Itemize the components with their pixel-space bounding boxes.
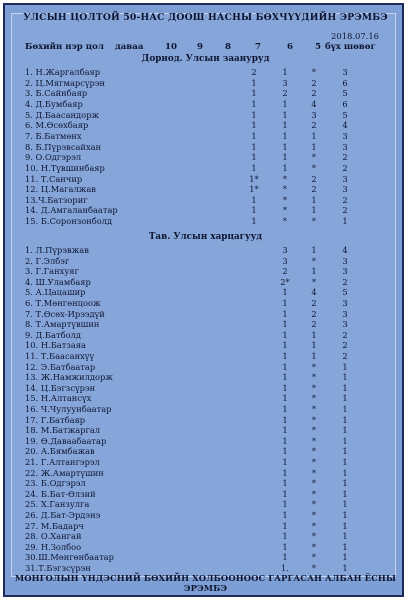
table-row	[5, 184, 404, 194]
count-cell-6: *	[282, 205, 288, 216]
count-cell-6: 1	[282, 467, 288, 478]
table-row	[5, 499, 404, 509]
count-cell-5: 2	[311, 184, 317, 195]
wrestler-name: 23. Б.Одгэрэл	[25, 478, 86, 489]
wrestler-name: 28. О.Хангай	[25, 531, 82, 542]
table-row	[5, 309, 404, 319]
count-cell-5: 1	[311, 329, 317, 340]
count-cell-5: 1	[311, 266, 317, 277]
wrestler-name: 9. О.Одгэрэл	[25, 152, 82, 163]
table-row	[5, 425, 404, 435]
table-row	[5, 393, 404, 403]
count-cell-5: *	[311, 510, 317, 520]
count-cell-5: *	[311, 162, 317, 173]
total-cell: 1	[342, 382, 348, 393]
wrestler-name: 17. Г.Батбаяр	[25, 414, 86, 425]
total-cell: 3	[342, 319, 348, 330]
count-cell-6: 1.	[281, 563, 289, 573]
table-row	[5, 489, 404, 499]
count-cell-6: *	[282, 216, 288, 227]
total-cell: 5	[342, 287, 348, 298]
wrestler-name: 8. Б.Пүрэвсайхан	[25, 141, 102, 152]
table-row	[5, 195, 404, 205]
count-cell-5: *	[311, 393, 317, 404]
total-cell: 1	[342, 510, 348, 520]
count-cell-7: 1	[251, 109, 257, 120]
wrestler-name: 10. Н.Батзаяа	[25, 340, 86, 351]
total-cell: 6	[342, 98, 348, 109]
header-7: 7	[255, 42, 261, 52]
count-cell-6: 2	[282, 88, 288, 99]
count-cell-6: 1	[282, 298, 288, 308]
count-cell-6: 1	[282, 446, 288, 457]
total-cell: 1	[342, 361, 348, 372]
total-cell: 1	[342, 414, 348, 425]
wrestler-name: 6. Т.Мөнгөнцоож	[25, 298, 101, 308]
table-row	[5, 552, 404, 562]
wrestler-name: 22. Ж.Амартүшин	[25, 467, 104, 478]
wrestler-name: 29. Н.Золбоо	[25, 541, 82, 552]
total-cell: 1	[342, 457, 348, 467]
total-cell: 1	[342, 446, 348, 457]
total-cell: 1	[342, 488, 348, 499]
wrestler-name: 13.Ч.Батзориг	[25, 194, 88, 205]
table-row	[5, 383, 404, 393]
total-cell: 1	[342, 499, 348, 510]
count-cell-6: 1	[282, 120, 288, 131]
count-cell-6: 1	[282, 404, 288, 414]
count-cell-6: 1	[282, 488, 288, 499]
wrestler-name: 13. Ж.Намжилдорж	[25, 372, 113, 383]
wrestler-name: 18. М.Батжаргал	[25, 425, 101, 436]
count-cell-6: 3	[282, 255, 288, 266]
wrestler-name: 27. М.Бадарч	[25, 520, 84, 531]
wrestler-name: 12. Ц.Магалжав	[25, 184, 96, 195]
count-cell-6: 1	[282, 541, 288, 552]
count-cell-7: 1	[251, 205, 257, 216]
wrestler-name: 4. Д.Бумбаяр	[25, 98, 83, 109]
count-cell-7: 1	[251, 141, 257, 152]
count-cell-5: *	[311, 531, 317, 542]
count-cell-7: 1	[251, 77, 257, 88]
count-cell-6: *	[282, 173, 288, 184]
count-cell-5: *	[311, 255, 317, 266]
total-cell: 6	[342, 77, 348, 88]
wrestler-name: 10. Н.Түвшинбаяр	[25, 162, 105, 173]
count-cell-5: *	[311, 488, 317, 499]
count-cell-5: 3	[311, 109, 317, 120]
table-row	[5, 174, 404, 184]
table-row	[5, 67, 404, 77]
count-cell-5: *	[311, 552, 317, 563]
wrestler-name: 3. Б.Сайнбаяр	[25, 88, 88, 99]
count-cell-5: 1	[311, 194, 317, 205]
count-cell-6: 1	[282, 520, 288, 531]
wrestler-name: 15. Б.Соронзонболд	[25, 216, 113, 227]
count-cell-7: 1*	[249, 173, 259, 184]
table-row	[5, 142, 404, 152]
total-cell: 2	[342, 205, 348, 216]
wrestler-name: 31.Т.Бэгзсүрэн	[25, 563, 91, 573]
header-6: 6	[287, 42, 293, 52]
count-cell-5: *	[311, 372, 317, 383]
table-row	[5, 152, 404, 162]
wrestler-name: 20. А.Бямбажав	[25, 446, 95, 457]
count-cell-5: 2	[311, 120, 317, 131]
count-cell-5: 1	[311, 245, 317, 255]
total-cell: 1	[342, 216, 348, 227]
total-cell: 1	[342, 372, 348, 383]
table-row	[5, 205, 404, 215]
count-cell-6: 1	[282, 361, 288, 372]
count-cell-6: 1	[282, 329, 288, 340]
count-cell-7: 2	[251, 67, 257, 77]
total-cell: 1	[342, 467, 348, 478]
count-cell-6: 3	[282, 77, 288, 88]
table-row	[5, 404, 404, 414]
total-cell: 3	[342, 67, 348, 77]
count-cell-6: 3	[282, 245, 288, 255]
total-cell: 2	[342, 351, 348, 361]
count-cell-6: 1	[282, 319, 288, 330]
table-row	[5, 351, 404, 361]
count-cell-5: 2	[311, 173, 317, 184]
count-cell-5: *	[311, 478, 317, 489]
count-cell-5: *	[311, 276, 317, 287]
count-cell-6: 1	[282, 425, 288, 436]
table-row	[5, 131, 404, 141]
count-cell-5: 1	[311, 340, 317, 351]
count-cell-5: *	[311, 563, 317, 573]
count-cell-5: *	[311, 414, 317, 425]
total-cell: 3	[342, 141, 348, 152]
count-cell-5: *	[311, 446, 317, 457]
count-cell-6: *	[282, 194, 288, 205]
table-row	[5, 163, 404, 173]
count-cell-6: 1	[282, 382, 288, 393]
total-cell: 1	[342, 520, 348, 531]
total-cell: 3	[342, 266, 348, 277]
total-cell: 3	[342, 308, 348, 319]
wrestler-name: 24. Б.Бат-Өлзий	[25, 488, 96, 499]
count-cell-7: 1	[251, 130, 257, 141]
table-row	[5, 362, 404, 372]
wrestler-name: 15. Н.Алтансүх	[25, 393, 92, 404]
table-row	[5, 99, 404, 109]
table-row	[5, 88, 404, 98]
count-cell-6: 1	[282, 435, 288, 446]
wrestler-name: 7. Б.Батмөнх	[25, 130, 82, 141]
count-cell-5: 1	[311, 141, 317, 152]
wrestler-name: 14. Д.Амгаланбаатар	[25, 205, 118, 216]
table-row	[5, 78, 404, 88]
total-cell: 5	[342, 88, 348, 99]
count-cell-6: 1	[282, 308, 288, 319]
count-cell-5: 2	[311, 319, 317, 330]
total-cell: 2	[342, 340, 348, 351]
table-row	[5, 372, 404, 382]
total-cell: 4	[342, 120, 348, 131]
table-row	[5, 120, 404, 130]
count-cell-6: 1	[282, 141, 288, 152]
total-cell: 1	[342, 541, 348, 552]
wrestler-name: 5. А.Цацашир	[25, 287, 86, 298]
count-cell-5: *	[311, 361, 317, 372]
total-cell: 2	[342, 329, 348, 340]
count-cell-5: 1	[311, 351, 317, 361]
count-cell-5: 2	[311, 298, 317, 308]
wrestler-name: 16. Ч.Чулуунбаатар	[25, 404, 112, 414]
header-10: 10	[165, 42, 177, 52]
table-row	[5, 266, 404, 276]
total-cell: 3	[342, 255, 348, 266]
count-cell-6: 1	[282, 414, 288, 425]
table-row	[5, 330, 404, 340]
table-row	[5, 277, 404, 287]
count-cell-6: 1	[282, 109, 288, 120]
count-cell-5: 2	[311, 88, 317, 99]
count-cell-6: 2*	[280, 276, 290, 287]
total-cell: 4	[342, 245, 348, 255]
wrestler-name: 19. Ө.Даваабаатар	[25, 435, 107, 446]
header-5: 5	[315, 42, 321, 52]
total-cell: 3	[342, 184, 348, 195]
table-row	[5, 468, 404, 478]
table-row	[5, 563, 404, 573]
page-title: УЛСЫН ЦОЛТОЙ 50-НАС ДООШ НАСНЫ БӨХЧҮҮДИЙН ЭРЭМБЭ	[23, 12, 388, 23]
count-cell-6: 1	[282, 552, 288, 563]
table-row	[5, 287, 404, 297]
count-cell-7: 1	[251, 152, 257, 163]
count-cell-6: 1	[282, 531, 288, 542]
count-cell-5: 4	[311, 98, 317, 109]
wrestler-name: 7. Т.Өсөх-Ирээдүй	[25, 308, 105, 319]
header-8: 8	[225, 42, 231, 52]
total-cell: 1	[342, 435, 348, 446]
total-cell: 1	[342, 552, 348, 563]
header-total: бүх шөвөг	[325, 42, 376, 52]
wrestler-name: 14. Ц.Бэгзсүрэн	[25, 382, 96, 393]
header-davaa: даваа	[115, 42, 144, 52]
count-cell-5: *	[311, 404, 317, 414]
total-cell: 2	[342, 162, 348, 173]
count-cell-5: 4	[311, 287, 317, 298]
total-cell: 3	[342, 173, 348, 184]
section-title-1: Дорнод. Улсын заануруд	[141, 54, 270, 64]
count-cell-6: 1	[282, 499, 288, 510]
wrestler-name: 9. Д.Батболд	[25, 329, 81, 340]
count-cell-6: 1	[282, 98, 288, 109]
total-cell: 3	[342, 298, 348, 308]
count-cell-6: 1	[282, 67, 288, 77]
count-cell-5: *	[311, 457, 317, 467]
table-row	[5, 510, 404, 520]
wrestler-name: 12. Э.Батбаатар	[25, 361, 96, 372]
wrestler-name: 30.Ш.Мөнгөнбаатар	[25, 552, 114, 563]
count-cell-6: 1	[282, 130, 288, 141]
header-name: Бөхийн нэр цол	[25, 42, 104, 52]
count-cell-5: *	[311, 382, 317, 393]
count-cell-5: *	[311, 499, 317, 510]
date-label: 2018.07.16	[331, 31, 379, 41]
wrestler-name: 2. Г.Элбэг	[25, 255, 70, 266]
table-row	[5, 216, 404, 226]
wrestler-name: 4. Ш.Уламбаяр	[25, 276, 91, 287]
table-row	[5, 415, 404, 425]
wrestler-name: 3. Г.Ганхуяг	[25, 266, 79, 277]
total-cell: 1	[342, 425, 348, 436]
wrestler-name: 6. М.Өсөхбаяр	[25, 120, 89, 131]
table-row	[5, 457, 404, 467]
table-row	[5, 521, 404, 531]
count-cell-7: 1	[251, 88, 257, 99]
count-cell-5: *	[311, 67, 317, 77]
table-row	[5, 110, 404, 120]
count-cell-6: 1	[282, 340, 288, 351]
wrestler-name: 8. Т.Амартүвшин	[25, 319, 100, 330]
wrestler-name: 5. Д.Баасандорж	[25, 109, 100, 120]
count-cell-5: *	[311, 425, 317, 436]
section-title-2: Тав. Улсын харцагууд	[148, 232, 263, 242]
ranking-sheet	[3, 3, 404, 597]
count-cell-5: *	[311, 520, 317, 531]
count-cell-5: 2	[311, 77, 317, 88]
count-cell-7: 1	[251, 216, 257, 227]
count-cell-7: 1	[251, 162, 257, 173]
total-cell: 1	[342, 404, 348, 414]
wrestler-name: 11. Т.Санчир	[25, 173, 83, 184]
total-cell: 2	[342, 152, 348, 163]
table-row	[5, 478, 404, 488]
table-row	[5, 531, 404, 541]
count-cell-6: 1	[282, 351, 288, 361]
table-row	[5, 446, 404, 456]
count-cell-6: *	[282, 184, 288, 195]
table-row	[5, 542, 404, 552]
wrestler-name: 21. Г.Алтангэрэл	[25, 457, 100, 467]
count-cell-5: 1	[311, 205, 317, 216]
wrestler-name: 26. Д.Бат-Эрдэнэ	[25, 510, 101, 520]
count-cell-6: 1	[282, 510, 288, 520]
count-cell-6: 1	[282, 393, 288, 404]
count-cell-5: *	[311, 435, 317, 446]
table-row	[5, 256, 404, 266]
total-cell: 1	[342, 393, 348, 404]
total-cell: 1	[342, 563, 348, 573]
wrestler-name: 11. Т.Баасанхүү	[25, 351, 95, 361]
count-cell-6: 1	[282, 478, 288, 489]
count-cell-5: *	[311, 541, 317, 552]
count-cell-7: 1	[251, 98, 257, 109]
table-row	[5, 436, 404, 446]
wrestler-name: 1. Л.Пүрэвжав	[25, 245, 89, 255]
count-cell-6: 1	[282, 152, 288, 163]
count-cell-6: 1	[282, 372, 288, 383]
count-cell-6: 1	[282, 162, 288, 173]
count-cell-7: 1	[251, 120, 257, 131]
count-cell-5: *	[311, 467, 317, 478]
count-cell-6: 1	[282, 457, 288, 467]
footer-note: МОНГОЛЫН ҮНДЭСНИЙ БӨХИЙН ХОЛБООНООС ГАРГАСАН АЛБАН ЁСНЫ ЭРЭМБЭ	[14, 573, 397, 593]
total-cell: 1	[342, 531, 348, 542]
table-row	[5, 298, 404, 308]
total-cell: 3	[342, 130, 348, 141]
wrestler-name: 2. Ц.Мягмарсүрэн	[25, 77, 106, 88]
count-cell-6: 1	[282, 287, 288, 298]
header-9: 9	[197, 42, 203, 52]
count-cell-5: 1	[311, 130, 317, 141]
table-row	[5, 340, 404, 350]
count-cell-5: 2	[311, 308, 317, 319]
total-cell: 2	[342, 276, 348, 287]
count-cell-7: 1*	[249, 184, 259, 195]
total-cell: 1	[342, 478, 348, 489]
table-row	[5, 319, 404, 329]
count-cell-5: *	[311, 216, 317, 227]
count-cell-5: *	[311, 152, 317, 163]
total-cell: 2	[342, 194, 348, 205]
count-cell-6: 2	[282, 266, 288, 277]
total-cell: 5	[342, 109, 348, 120]
wrestler-name: 25. Х.Ганзулга	[25, 499, 90, 510]
wrestler-name: 1. Н.Жаргалбаяр	[25, 67, 101, 77]
table-row	[5, 245, 404, 255]
column-header-row	[25, 42, 385, 53]
count-cell-7: 1	[251, 194, 257, 205]
